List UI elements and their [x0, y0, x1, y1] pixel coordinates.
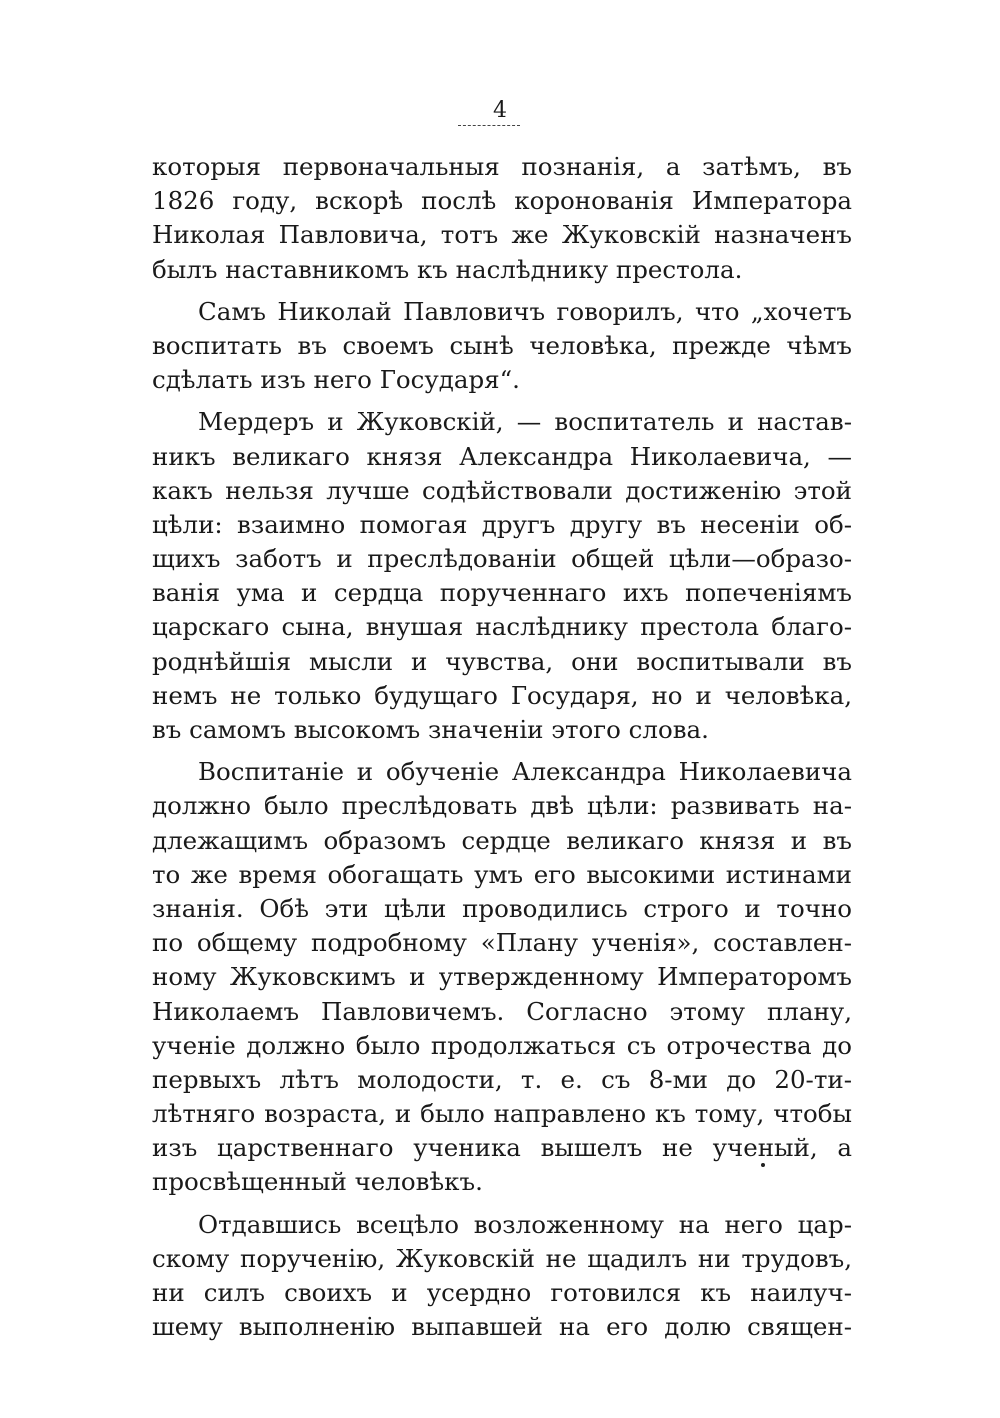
text-line: въ самомъ высокомъ значеніи этого слова.: [152, 715, 709, 744]
text-line: былъ наставникомъ къ наслѣднику престола.: [152, 254, 743, 284]
text-line: которыя первоначальныя познанія, а затѣмъ, въ: [152, 152, 852, 181]
text-line: Николая Павловича, тотъ же Жуковскій назначенъ: [152, 220, 852, 250]
text-line: Отдавшись всецѣло возложенному на него цар-: [198, 1209, 852, 1239]
text-line: ни силъ своихъ и усердно готовился къ наилуч-: [152, 1278, 852, 1307]
text-line: сдѣлать изъ него Государя“.: [152, 365, 520, 395]
text-line: щихъ заботъ и преслѣдованіи общей цѣли—образо-: [152, 544, 852, 574]
page-number-rule: [458, 125, 520, 126]
text-line: скому порученію, Жуковскій не щадилъ ни трудовъ,: [152, 1243, 852, 1273]
paragraph: [152, 295, 852, 398]
text-line: роднѣйшія мысли и чувства, они воспитывали въ: [152, 646, 852, 676]
print-speck: [761, 1163, 765, 1167]
paragraph: [152, 150, 852, 287]
text-line: воспитать въ своемъ сынѣ человѣка, прежде чѣмъ: [152, 330, 852, 360]
text-line: длежащимъ образомъ сердце великаго князя и въ: [152, 825, 852, 855]
text-line: 1826 году, вскорѣ послѣ коронованія Императора: [152, 186, 852, 216]
text-line: какъ нельзя лучше содѣйствовали достиженію этой: [152, 475, 852, 505]
text-line: ученіе должно было продолжаться съ отрочества до: [152, 1030, 852, 1060]
text-line: то же время обогащать умъ его высокими истинами: [152, 859, 852, 889]
text-line: по общему подробному «Плану ученія», составлен-: [152, 928, 852, 958]
text-line: ному Жуковскимъ и утвержденному Императоромъ: [152, 962, 852, 992]
text-line: Мердеръ и Жуковскій, — воспитатель и настав-: [198, 407, 852, 437]
text-line: знанія. Обѣ эти цѣли проводились строго и точно: [152, 893, 852, 923]
text-line: никъ великаго князя Александра Николаевича, —: [152, 441, 852, 471]
text-line: первыхъ лѣтъ молодости, т. е. съ 8-ми до 20-ти-: [152, 1064, 852, 1094]
text-line: ванія ума и сердца порученнаго ихъ попеченіямъ: [152, 578, 852, 608]
text-line: должно было преслѣдовать двѣ цѣли: развивать на-: [152, 791, 852, 821]
text-line: просвѣщенный человѣкъ.: [152, 1167, 483, 1197]
text-line: Николаемъ Павловичемъ. Согласно этому плану,: [152, 996, 852, 1026]
text-line: Воспитаніе и обученіе Александра Николаевича: [198, 757, 852, 787]
paragraph: [152, 755, 852, 1199]
text-line: шему выполненію выпавшей на его долю священ-: [152, 1312, 852, 1342]
paragraph: [152, 405, 852, 747]
body-text: [152, 150, 852, 1344]
text-line: изъ царственнаго ученика вышелъ не ученый, а: [152, 1133, 852, 1163]
paragraph: [152, 1208, 852, 1345]
page-number: 4: [493, 98, 507, 123]
text-line: немъ не только будущаго Государя, но и человѣка,: [152, 680, 852, 710]
text-line: цѣли: взаимно помогая другъ другу въ несеніи об-: [152, 509, 852, 539]
text-line: лѣтняго возраста, и было направлено къ тому, чтобы: [152, 1099, 852, 1129]
text-line: царскаго сына, внушая наслѣднику престола благо-: [152, 612, 852, 642]
text-line: Самъ Николай Павловичъ говорилъ, что „хочетъ: [198, 296, 852, 326]
